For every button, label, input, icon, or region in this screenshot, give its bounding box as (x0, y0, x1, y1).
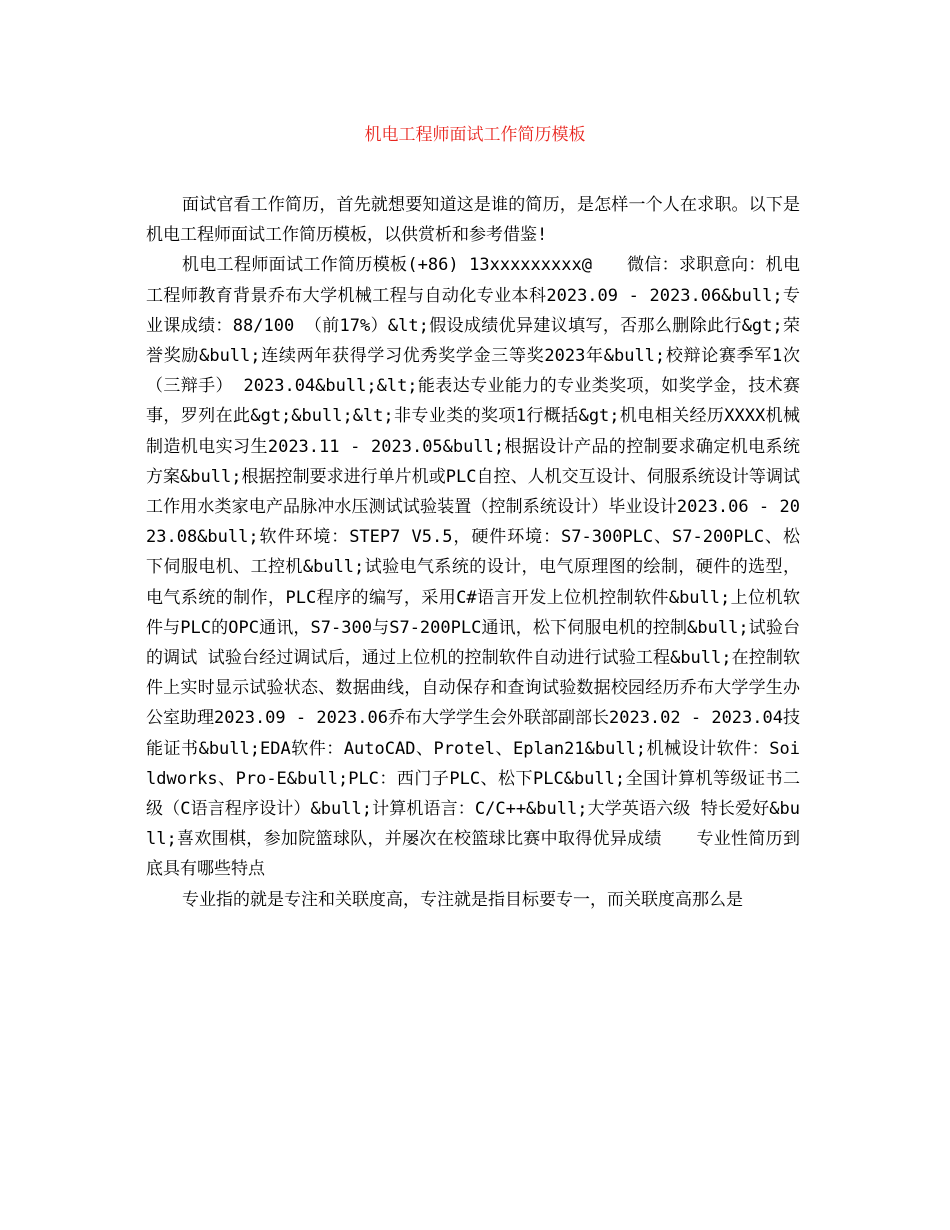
document-body (146, 190, 800, 915)
resume-template-paragraph: 机电工程师面试工作简历模板(+86) 13xxxxxxxxx@ 微信：求职意向：机电工程师教育背景乔布大学机械工程与自动化专业本科2023.09 - 2023.06&bull;专业课成绩：88/100 （前17%）&lt;假设成绩优异建议填写，否那么删除此行&gt;荣誉奖励&bull;连续两年获得学习优秀奖学金三等奖2023年&bull;校辩论赛季军1次（三辩手） 2023.04&bull;&lt;能表达专业能力的专业类奖项，如奖学金，技术赛事，罗列在此&gt;&bull;&lt;非专业类的奖项1行概括&gt;机电相关经历XXXX机械制造机电实习生2023.11 - 2023.05&bull;根据设计产品的控制要求确定机电系统方案&bull;根据控制要求进行单片机或PLC自控、人机交互设计、伺服系统设计等调试工作用水类家电产品脉冲水压测试试验装置（控制系统设计）毕业设计2023.06 - 2023.08&bull;软件环境：STEP7 V5.5，硬件环境：S7-300PLC、S7-200PLC、松下伺服电机、工控机&bull;试验电气系统的设计，电气原理图的绘制，硬件的选型，电气系统的制作，PLC程序的编写，采用C#语言开发上位机控制软件&bull;上位机软件与PLC的OPC通讯，S7-300与S7-200PLC通讯，松下伺服电机的控制&bull;试验台的调试 试验台经过调试后，通过上位机的控制软件自动进行试验工程&bull;在控制软件上实时显示试验状态、数据曲线，自动保存和查询试验数据校园经历乔布大学学生办公室助理2023.09 - 2023.06乔布大学学生会外联部副部长2023.02 - 2023.04技能证书&bull;EDA软件：AutoCAD、Protel、Eplan21&bull;机械设计软件：Soildworks、Pro-E&bull;PLC：西门子PLC、松下PLC&bull;全国计算机等级证书二级（C语言程序设计）&bull;计算机语言：C/C++&bull;大学英语六级 特长爱好&bull;喜欢围棋，参加院篮球队，并屡次在校篮球比赛中取得优异成绩 专业性简历到底具有哪些特点 (146, 255, 800, 880)
document-title: 机电工程师面试工作简历模板 (364, 125, 586, 145)
intro-paragraph: 面试官看工作简历，首先就想要知道这是谁的简历，是怎样一个人在求职。以下是机电工程师面试工作简历模板，以供赏析和参考借鉴! (146, 195, 800, 246)
professional-resume-paragraph: 专业指的就是专注和关联度高，专注就是指目标要专一，而关联度高那么是 (182, 889, 743, 910)
